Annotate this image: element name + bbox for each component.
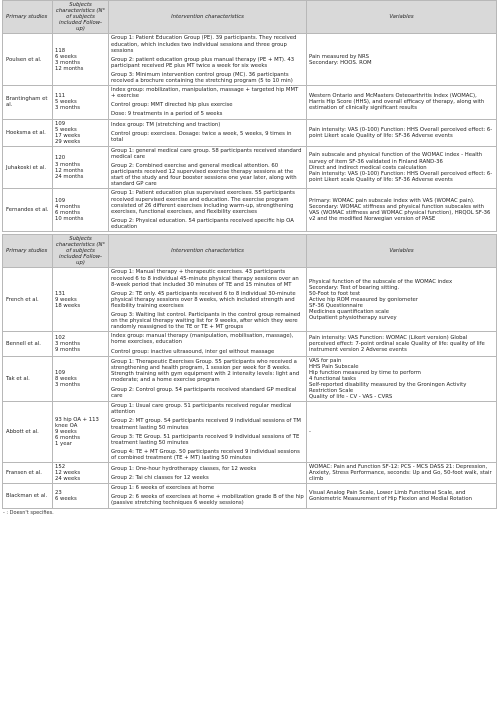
- header-variables: Variables: [307, 1, 497, 34]
- subjects-line: 109: [55, 369, 66, 376]
- intervention-cell: [109, 356, 307, 402]
- subjects-line: 9 weeks: [55, 429, 77, 436]
- intervention-group: Group 2: MT group. 54 participants received 9 individual sessions of TM treatment lasting 50 minutes: [111, 418, 302, 431]
- variables-line: Primary: WOMAC pain subscale index with VAS (WOMAC pain). Secondary: WOMAC stiffness and physical function subscales with VAS (WOMAC stiffness and WOMAC physical function), HRQOL SF-36 v2 and the modified Norwegian version of PASE: [309, 198, 491, 223]
- variables-line: Active hip ROM measured by goniometer: [309, 296, 418, 303]
- variables-line: Western Ontario and McMasters Osteoarthritis Index (WOMAC), Harris Hip Score (HHS), and overall efficacy of therapy, along with estimation of clinically significant results: [309, 93, 485, 112]
- intervention-group: Group 2: Control group. 54 participants received standard GP medical care: [111, 386, 297, 399]
- subjects-cell: [53, 356, 109, 402]
- variables-line: 50-Foot to foot test: [309, 290, 361, 297]
- intervention-group: Group 1: Manual therapy + therapeutic exercises. 43 participants received 6 to 8 individual 45-minute physical therapy sessions over an 8-week period that included 30 minutes of TE and 15 minutes of MT: [111, 269, 299, 288]
- intervention-group: Group 2: Combined exercise and general medical attention. 60 participants received 12 supervised exercise therapy sessions at the start of the study and four booster sessions one year later, along with standard GP care: [111, 163, 297, 188]
- variables-line: Direct and indirect medical costs calculation: [309, 164, 427, 171]
- subjects-line: 3 months: [55, 59, 81, 66]
- variables-line: Medicines quantification scale: [309, 309, 389, 316]
- header-subjects: Subjects characteristics (N° of subjects included Follow-up): [53, 1, 109, 34]
- study-name-cell: Bennell et al.: [3, 332, 53, 356]
- subjects-cell: [53, 189, 109, 232]
- subjects-line: 12 weeks: [55, 470, 81, 477]
- table-row: [3, 463, 497, 484]
- subjects-line: 24 weeks: [55, 476, 81, 483]
- subjects-line: 5 weeks: [55, 99, 77, 106]
- study-name-cell: Hoeksma et al.: [3, 119, 53, 146]
- subjects-line: 8 weeks: [55, 375, 77, 382]
- intervention-group: Group 3: Minimum intervention control group (MC). 36 participants received a brochure containing the stretching program (5 to 10 min): [111, 71, 293, 85]
- intervention-group: Group 1: Patient Education Group (PE). 39 participants. They received education, which includes two individual sessions and three group sessions: [111, 35, 297, 54]
- header-variables: Variables: [307, 235, 497, 268]
- study-name-cell: Fransen et al.: [3, 463, 53, 484]
- studies-table-1: [2, 0, 497, 232]
- subjects-cell: [53, 268, 109, 332]
- intervention-group: Group 3: TE Group. 51 participants received 9 individual sessions of TE treatment lasting 50 minutes: [111, 433, 300, 446]
- variables-line: Hip function measured by time to perform: [309, 369, 421, 376]
- variables-line: 4 functional tasks: [309, 375, 357, 382]
- variables-line: HHS Pain Subscale: [309, 363, 359, 370]
- subjects-line: 111: [55, 93, 66, 100]
- study-name-cell: Blackman et al.: [3, 484, 53, 508]
- variables-cell: [307, 146, 497, 189]
- subjects-line: 3 months: [55, 340, 81, 347]
- variables-line: Physical function of the subscale of the WOMAC index: [309, 278, 453, 285]
- intervention-group: Group 1: Patient education plus supervised exercises. 55 participants received supervised exercise and education. The exercise program consisted of 26 different exercises including warm-up, strengthening exercises, functional exercises, and flexibility exercises: [111, 190, 295, 215]
- intervention-group: Index group: manual therapy (manipulation, mobilisation, massage), home exercises, education: [111, 333, 294, 346]
- header-subjects: Subjects characteristics (N° of subjects included Follow-up): [53, 235, 109, 268]
- variables-line: Pain measured by NRS: [309, 53, 370, 60]
- table-row: [3, 119, 497, 146]
- study-name-cell: Juhakoski et al.: [3, 146, 53, 189]
- intervention-group: Group 1: Therapeutic Exercises Group. 55 participants who received a strengthening and health program, 1 session per week for 8 weeks. Strength training with gym equipment with 2 intensity levels: light and moderate; and a home exercise program: [111, 359, 300, 384]
- subjects-line: 6 months: [55, 435, 81, 442]
- subjects-line: 6 weeks: [55, 495, 77, 502]
- intervention-group: Control group: exercises. Dosage: twice a week, 5 weeks, 9 times in total: [111, 131, 292, 144]
- table-row: [3, 332, 497, 356]
- table-row: [3, 146, 497, 189]
- subjects-line: 5 weeks: [55, 126, 77, 133]
- table-2-header-row: [3, 235, 497, 268]
- variables-cell: [307, 34, 497, 86]
- study-name-cell: Fernandes et al.: [3, 189, 53, 232]
- intervention-group: Group 1: 6 weeks of exercises at home: [111, 485, 215, 492]
- intervention-cell: [109, 268, 307, 332]
- subjects-line: 6 months: [55, 210, 81, 217]
- table-row: [3, 86, 497, 119]
- subjects-line: 102: [55, 334, 66, 341]
- subjects-line: 3 months: [55, 161, 81, 168]
- subjects-line: 12 months: [55, 167, 84, 174]
- intervention-cell: [109, 402, 307, 463]
- subjects-line: 17 weeks: [55, 132, 81, 139]
- subjects-line: 9 weeks: [55, 296, 77, 303]
- subjects-line: 18 weeks: [55, 302, 81, 309]
- variables-cell: [307, 332, 497, 356]
- intervention-group: Control group: MMT directed hip plus exercise: [111, 102, 233, 109]
- subjects-line: 10 months: [55, 216, 84, 223]
- intervention-cell: [109, 146, 307, 189]
- header-intervention: Intervention characteristics: [109, 1, 307, 34]
- intervention-group: Index group: mobilization, manipulation, massage + targeted hip MMT + exercise: [111, 87, 299, 100]
- intervention-group: Control group: inactive ultrasound, inter gel without massage: [111, 348, 275, 355]
- variables-cell: [307, 189, 497, 232]
- variables-cell: [307, 356, 497, 402]
- subjects-cell: [53, 332, 109, 356]
- study-name-cell: Tak et al.: [3, 356, 53, 402]
- table-row: [3, 356, 497, 402]
- subjects-cell: [53, 86, 109, 119]
- table-row: [3, 484, 497, 508]
- table-row: [3, 189, 497, 232]
- variables-line: Self-reported disability measured by the Groningen Activity Restriction Scale: [309, 381, 467, 395]
- intervention-cell: [109, 34, 307, 86]
- intervention-group: Group 2: patient education group plus manual therapy (PE + MT). 43 participant received PE plus MT twice a week for six weeks: [111, 56, 295, 69]
- variables-line: Quality of life - CV - VAS - CVRS: [309, 394, 393, 401]
- variables-cell: [307, 484, 497, 508]
- table-row: [3, 34, 497, 86]
- intervention-group: Group 2: Physical education. 54 participants received specific hip OA education: [111, 217, 294, 230]
- subjects-line: 29 weeks: [55, 138, 81, 145]
- subjects-line: 3 months: [55, 105, 81, 112]
- variables-line: Pain intensity: VAS Function: WOMAC (Likert version) Global perceived effect: 7-point ordinal scale Quality of life: quality of life instrument version 2 Adverse events: [309, 334, 485, 353]
- subjects-line: 120: [55, 155, 66, 162]
- intervention-group: Group 1: general medical care group. 58 participants received standard medical care: [111, 147, 302, 160]
- variables-cell: [307, 86, 497, 119]
- variables-line: -: [309, 429, 311, 436]
- intervention-group: Group 2: TE only. 45 participants received 6 to 8 individual 30-minute physical therapy sessions over 8 weeks, which included strength and flexibility training exercises: [111, 290, 296, 309]
- subjects-line: 24 months: [55, 173, 84, 180]
- variables-cell: [307, 463, 497, 484]
- variables-line: WOMAC: Pain and Function SF-12: PCS - MCS DASS 21: Depression, Anxiety, Stress Performance, seconds: Up and Go, 50-foot walk, stair climb: [309, 464, 492, 483]
- subjects-cell: [53, 34, 109, 86]
- variables-line: Outpatient physiotherapy survey: [309, 315, 397, 322]
- subjects-line: 9 months: [55, 347, 81, 353]
- study-name-cell: French et al.: [3, 268, 53, 332]
- variables-cell: [307, 268, 497, 332]
- variables-cell: [307, 402, 497, 463]
- subjects-line: 4 months: [55, 204, 81, 211]
- intervention-group: Group 1: One-hour hydrotherapy classes, for 12 weeks: [111, 465, 257, 472]
- table-1-header-row: [3, 1, 497, 34]
- subjects-line: 23: [55, 489, 62, 496]
- header-primary-studies: Primary studies: [3, 235, 53, 268]
- subjects-cell: [53, 146, 109, 189]
- header-intervention: Intervention characteristics: [109, 235, 307, 268]
- subjects-line: 93 hip OA + 113 knee OA: [55, 416, 99, 429]
- intervention-group: Index group: TM (stretching and traction): [111, 122, 221, 129]
- variables-line: Visual Analog Pain Scale, Lower Limb Functional Scale, and Goniometric Measurement of Hip Flexion and Medial Rotation: [309, 489, 472, 502]
- table-2-body: [3, 268, 497, 508]
- subjects-line: 131: [55, 290, 66, 297]
- intervention-cell: [109, 86, 307, 119]
- intervention-group: Group 2: Tai chi classes for 12 weeks: [111, 474, 209, 481]
- study-name-cell: Poulsen et al.: [3, 34, 53, 86]
- variables-line: Pain intensity: VAS (0-100) Function: HHS Overall perceived effect: 6-point Likert scale Quality of life: SF-36 Adverse events: [309, 126, 493, 139]
- intervention-cell: [109, 332, 307, 356]
- subjects-cell: [53, 463, 109, 484]
- variables-line: Secondary: HOOS. ROM: [309, 59, 372, 66]
- intervention-cell: [109, 463, 307, 484]
- subjects-cell: [53, 484, 109, 508]
- variables-line: Pain intensity: VAS (0-100) Function: HHS Overall perceived effect: 6-point Likert scale Quality of life: SF-36 Adverse events: [309, 170, 493, 183]
- subjects-line: 152: [55, 464, 66, 470]
- header-primary-studies: Primary studies: [3, 1, 53, 34]
- intervention-group: Group 1: Usual care group. 51 participants received regular medical attention: [111, 403, 292, 416]
- table-row: [3, 402, 497, 463]
- subjects-line: 118: [55, 47, 66, 54]
- subjects-line: 109: [55, 198, 66, 205]
- intervention-group: Group 4: TE + MT Group. 50 participants received 9 individual sessions of combined treatment (TE + MT) lasting 50 minutes: [111, 448, 300, 461]
- intervention-cell: [109, 189, 307, 232]
- studies-table-2: [2, 234, 497, 509]
- study-name-cell: Abbott et al.: [3, 402, 53, 463]
- subjects-line: 6 weeks: [55, 53, 77, 60]
- intervention-group: Group 2: 6 weeks of exercises at home + mobilization grade B of the hip (passive stretching techniques 6 weekly sessions): [111, 494, 304, 507]
- subjects-line: 109: [55, 120, 66, 127]
- intervention-group: Dose: 9 treatments in a period of 5 weeks: [111, 111, 223, 118]
- variables-line: Pain subscale and physical function of the WOMAC index - Health survey of item SF-36 validated in Finland RAND-36: [309, 152, 483, 165]
- subjects-cell: [53, 119, 109, 146]
- subjects-cell: [53, 402, 109, 463]
- variables-line: Secondary: Test of bearing sitting.: [309, 284, 400, 291]
- variables-cell: [307, 119, 497, 146]
- subjects-line: 3 months: [55, 381, 81, 388]
- study-name-cell: Brantingham et al.: [3, 86, 53, 119]
- variables-line: SF-36 Questionnaire: [309, 302, 363, 309]
- table-1-body: [3, 34, 497, 232]
- intervention-group: Group 3: Waiting list control. Participants in the control group remained on the physical therapy waiting list for 9 weeks, after which they were randomly reassigned to the TE or TE + MT groups: [111, 312, 301, 331]
- subjects-line: 1 year: [55, 441, 72, 448]
- intervention-cell: [109, 484, 307, 508]
- intervention-cell: [109, 119, 307, 146]
- table-row: [3, 268, 497, 332]
- subjects-line: 12 months: [55, 65, 84, 72]
- footnote: - : Doesn't specifies.: [3, 509, 54, 516]
- variables-line: VAS for pain: [309, 357, 342, 364]
